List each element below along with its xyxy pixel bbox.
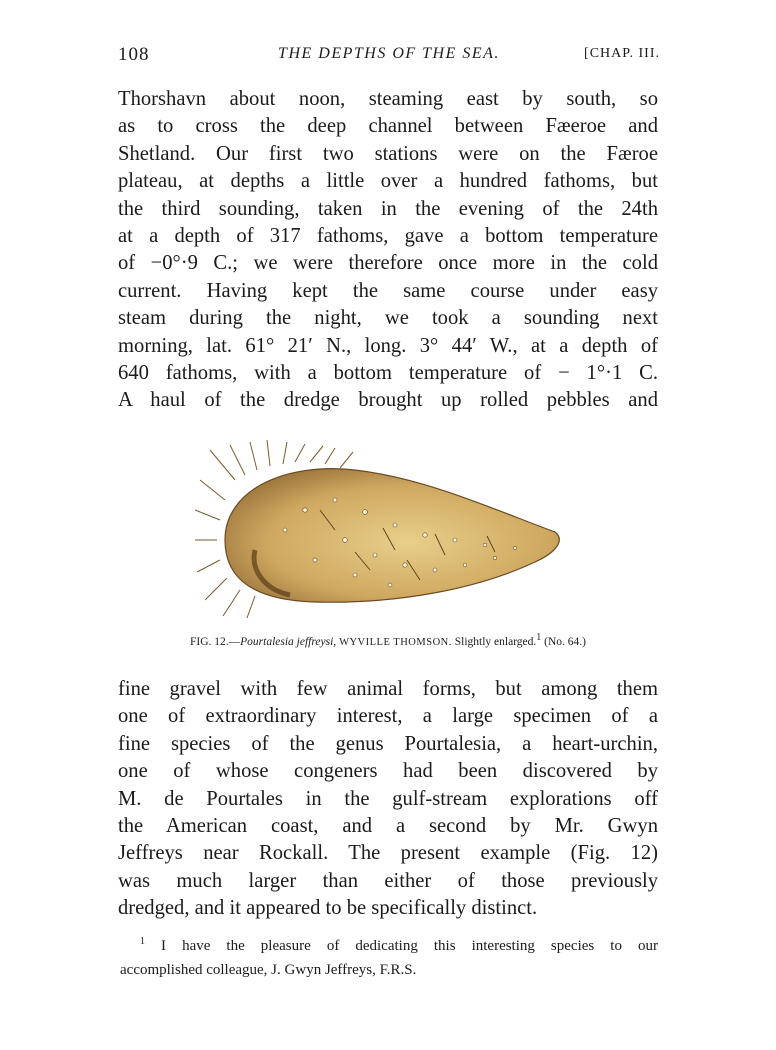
species-name: Pourtalesia jeffreysi, [240, 636, 337, 648]
footnote-line: accomplished colleague, J. Gwyn Jeffreys, F.R.S. [120, 962, 417, 978]
page-number: 108 [118, 44, 150, 65]
text-line: as to cross the deep channel between Fæeroe and [118, 115, 658, 138]
text-line: fine gravel with few animal forms, but among them [118, 678, 658, 700]
footnote-mark: 1 [140, 936, 145, 947]
footnote [120, 934, 658, 982]
running-header [118, 44, 660, 70]
text-line: Shetland. Our first two stations were on the Færoe [118, 142, 658, 165]
figure-ref: (No. 64.) [544, 636, 587, 648]
running-title: THE DEPTHS OF THE SEA. [278, 45, 500, 62]
text-line: one of extraordinary interest, a large specimen of a [118, 705, 658, 728]
text-line: one of whose congeners had been discovered by [118, 760, 658, 783]
text-line: Jeffreys near Rockall. The present example (Fig. 12) [118, 842, 658, 865]
text-line: steam during the night, we took a sounding next [118, 307, 658, 330]
text-line: the American coast, and a second by Mr. Gwyn [118, 814, 658, 837]
text-line: M. de Pourtales in the gulf-stream explorations off [118, 787, 658, 810]
text-line: 640 fathoms, with a bottom temperature of − 1°·1 C. [118, 361, 658, 384]
sea-urchin-illustration [195, 440, 575, 620]
text-line: the third sounding, taken in the evening of the 24th [118, 197, 658, 220]
figure-author: WYVILLE THOMSON. [339, 637, 452, 648]
text-line: A haul of the dredge brought up rolled pebbles and [118, 389, 658, 412]
text-line: plateau, at depths a little over a hundred fathoms, but [118, 170, 658, 193]
chapter-label: [CHAP. III. [584, 46, 660, 61]
paragraph-1 [118, 86, 658, 415]
text-line: fine species of the genus Pourtalesia, a heart-urchin, [118, 732, 658, 755]
text-line: morning, lat. 61° 21′ N., long. 3° 44′ W., at a depth of [118, 334, 658, 357]
text-line: at a depth of 317 fathoms, gave a bottom temperature [118, 224, 658, 247]
text-line: Thorshavn about noon, steaming east by south, so [118, 88, 658, 110]
paragraph-2 [118, 676, 658, 923]
caption-footnote-mark: 1 [536, 632, 542, 644]
figure-caption [100, 632, 676, 648]
text-line: dredged, and it appeared to be specifically distinct. [118, 897, 538, 920]
footnote-line [120, 934, 658, 958]
footnote-text: I have the pleasure of dedicating this interesting species to our [161, 938, 658, 954]
text-line: of −0°·9 C.; we were therefore once more in the cold [118, 252, 658, 275]
text-line: was much larger than either of those previously [118, 869, 658, 892]
text-line: current. Having kept the same course under easy [118, 279, 658, 302]
figure-label: FIG. 12.— [189, 636, 241, 648]
figure-note: Slightly enlarged. [454, 636, 537, 648]
